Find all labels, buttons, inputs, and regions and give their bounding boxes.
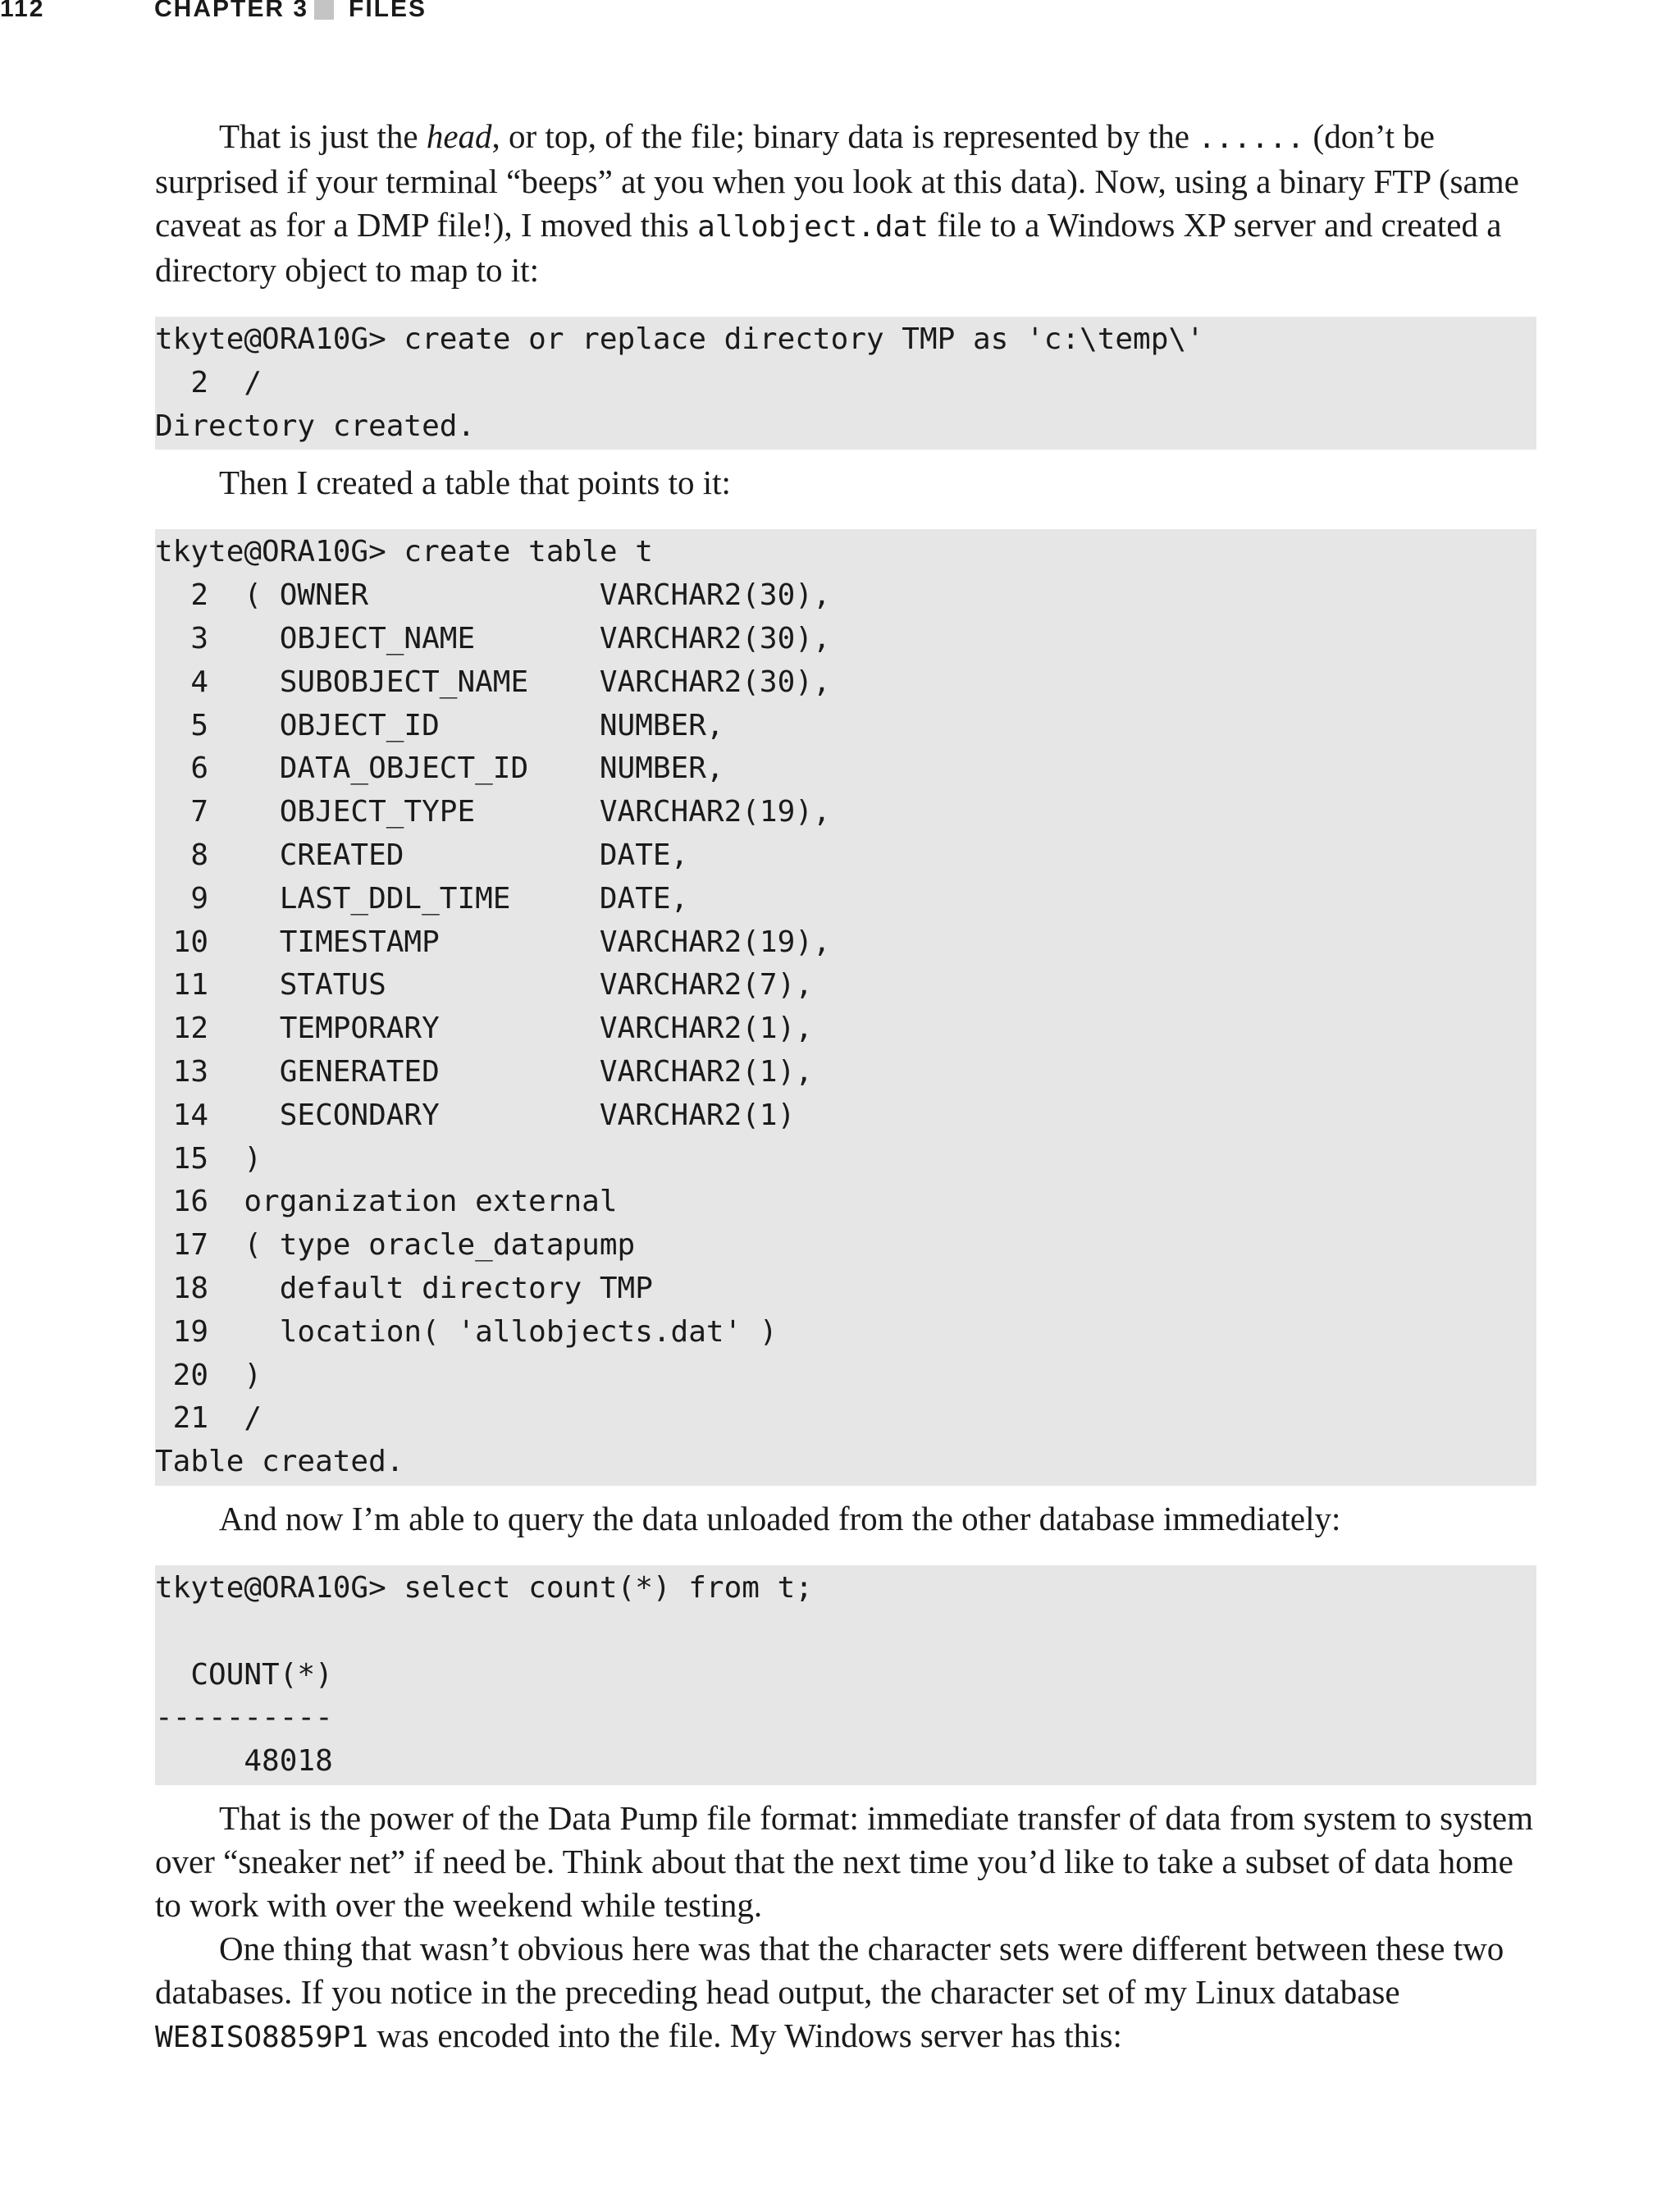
inline-filename: allobject.dat [697, 210, 929, 244]
code-block-create-table: tkyte@ORA10G> create table t 2 ( OWNER VARCHAR2(30), 3 OBJECT_NAME VARCHAR2(30), 4 SUBOBJECT_NAME VARCHAR2(30), 5 OBJECT_ID NUMBER, 6 DATA_OBJECT_ID NUMBER, 7 OBJECT_TYPE VARCHAR2(19), 8 CREATED DATE, 9 LAST_DDL_TIME DATE, 10 TIMESTAMP VARCHAR2(19), 11 STATUS VARCHAR2(7), 12 TEMPORARY VARCHAR2(1), 13 GENERATED VARCHAR2(1), 14 SECONDARY VARCHAR2(1) 15 ) 16 organization external 17 ( type oracle_datapump 18 default directory TMP 19 location( 'allobjects.dat' ) 20 ) 21 / Table created. [155, 529, 1536, 1486]
chapter-label: CHAPTER 3 [154, 0, 309, 22]
chapter-title: FILES [349, 0, 427, 22]
code-block-select-count: tkyte@ORA10G> select count(*) from t; COUNT(*) ---------- 48018 [155, 1565, 1536, 1785]
emphasis-head: head [426, 117, 492, 155]
paragraph-create-table: Then I created a table that points to it: [219, 464, 731, 502]
paragraph-head-intro: That is just the head, or top, of the file; binary data is represented by the ...... (don’t be surprised if your terminal “beeps” at you when you look at this data). Now, using a binary FTP (same caveat as for a DMP file!), I moved this allobject.dat file to a Windows XP server and created a directory object to map to it: [155, 117, 1519, 289]
running-header [0, 0, 1680, 28]
page-number: 112 [0, 0, 45, 22]
inline-charset: WE8ISO8859P1 [155, 2020, 369, 2054]
paragraph-character-sets: One thing that wasn’t obvious here was that the character sets were different between these two databases. If you notice in the preceding head output, the character set of my Linux database WE8ISO8859P1 was encoded into the file. My Windows server has this: [155, 1929, 1504, 2054]
paragraph-data-pump-power: That is the power of the Data Pump file format: immediate transfer of data from system to system over “sneaker net” if need be. Think about that the next time you’d like to take a subset of data home to work with over the weekend while testing. [155, 1798, 1533, 1924]
code-block-create-directory: tkyte@ORA10G> create or replace directory TMP as 'c:\temp\' 2 / Directory created. [155, 317, 1536, 450]
paragraph-query-data: And now I’m able to query the data unloaded from the other database immediately: [219, 1499, 1341, 1537]
header-separator-square [314, 0, 334, 20]
binary-dots: ...... [1198, 121, 1305, 155]
page-body [155, 115, 1536, 2059]
